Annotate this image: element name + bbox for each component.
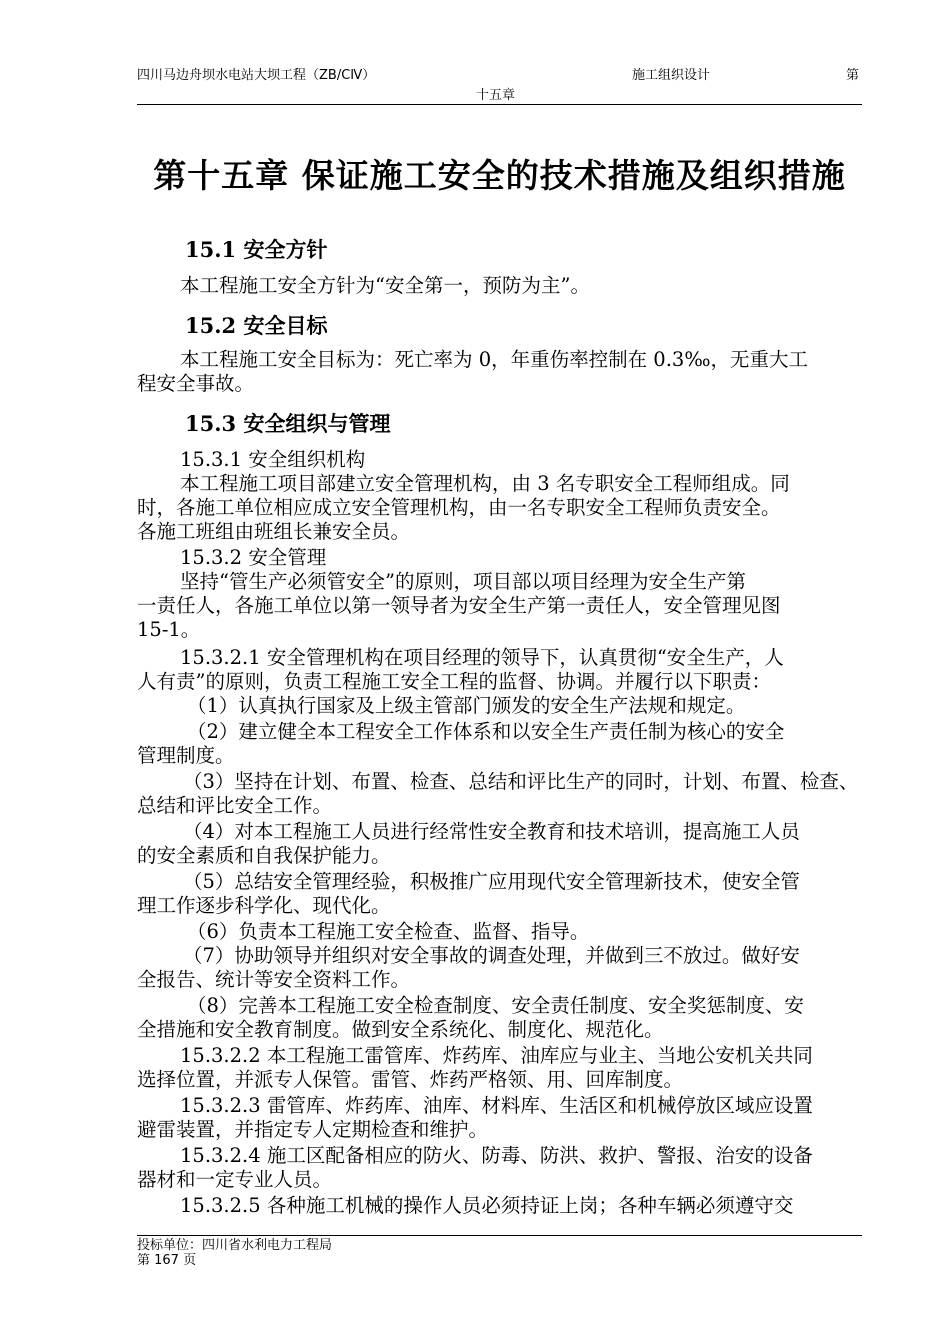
- body-line: 15.3.2 安全管理: [180, 546, 327, 569]
- body-line: （6）负责本工程施工安全检查、监督、指导。: [187, 920, 590, 943]
- body-line: 坚持“管生产必须管安全”的原则，项目部以项目经理为安全生产第: [180, 570, 746, 593]
- body-line: 15.3.2.4 施工区配备相应的防火、防毒、防洪、救护、警报、治安的设备: [180, 1144, 813, 1167]
- paragraph: 本工程施工安全目标为：死亡率为 0，年重伤率控制在 0.3‰，无重大工: [180, 348, 808, 371]
- chapter-title: 第十五章 保证施工安全的技术措施及组织措施: [153, 156, 846, 195]
- header-doc-type: 施工组织设计: [632, 68, 711, 83]
- body-line: 选择位置，并派专人保管。雷管、炸药严格领、用、回库制度。: [137, 1068, 684, 1091]
- header-chapter: 十五章: [476, 88, 516, 103]
- body-line: （4）对本工程施工人员进行经常性安全教育和技术培训，提高施工人员: [183, 820, 800, 843]
- body-line: 一责任人，各施工单位以第一领导者为安全生产第一责任人，安全管理见图: [137, 594, 781, 617]
- body-line: 15.3.2.2 本工程施工雷管库、炸药库、油库应与业主、当地公安机关共同: [180, 1044, 813, 1067]
- body-line: 器材和一定专业人员。: [137, 1168, 333, 1191]
- section-heading-15-3: 15.3 安全组织与管理: [185, 411, 391, 436]
- body-line: 15.3.2.3 雷管库、炸药库、油库、材料库、生活区和机械停放区域应设置: [180, 1094, 813, 1117]
- body-line: （7）协助领导并组织对安全事故的调查处理，并做到三不放过。做好安: [183, 944, 800, 967]
- body-line: 15.3.1 安全组织机构: [180, 448, 366, 471]
- body-line: 15.3.2.1 安全管理机构在项目经理的领导下，认真贯彻“安全生产，人: [180, 646, 784, 669]
- body-line: 理工作逐步科学化、现代化。: [137, 894, 391, 917]
- footer-rule: [137, 1235, 862, 1236]
- body-line: 的安全素质和自我保护能力。: [137, 844, 391, 867]
- body-line: 全报告、统计等安全资料工作。: [137, 968, 411, 991]
- paragraph: 本工程施工安全方针为“安全第一，预防为主”。: [180, 274, 590, 297]
- section-heading-15-2: 15.2 安全目标: [185, 313, 328, 338]
- body-line: （5）总结安全管理经验，积极推广应用现代安全管理新技术，使安全管: [183, 870, 800, 893]
- body-line: 各施工班组由班组长兼安全员。: [137, 520, 411, 543]
- body-line: （1）认真执行国家及上级主管部门颁发的安全生产法规和规定。: [187, 694, 746, 717]
- header-project-name: 四川马边舟坝水电站大坝工程（ZB/CⅣ）: [137, 68, 376, 83]
- header-rule: [137, 104, 862, 105]
- footer-page-number: 第 167 页: [137, 1253, 197, 1268]
- body-line: 15.3.2.5 各种施工机械的操作人员必须持证上岗；各种车辆必须遵守交: [180, 1194, 794, 1217]
- header-chapter-prefix: 第: [846, 68, 860, 83]
- body-line: 全措施和安全教育制度。做到安全系统化、制度化、规范化。: [137, 1018, 664, 1041]
- body-line: 避雷装置，并指定专人定期检查和维护。: [137, 1118, 489, 1141]
- body-line: 本工程施工项目部建立安全管理机构，由 3 名专职安全工程师组成。同: [180, 472, 790, 495]
- footer-bidder: 投标单位：四川省水利电力工程局: [137, 1238, 333, 1253]
- body-line: 人有责”的原则，负责工程施工安全工程的监督、协调。并履行以下职责：: [137, 670, 771, 693]
- section-heading-15-1: 15.1 安全方针: [185, 237, 328, 262]
- body-line: （3）坚持在计划、布置、检查、总结和评比生产的同时，计划、布置、检查、: [183, 770, 859, 793]
- paragraph: 程安全事故。: [137, 372, 255, 395]
- body-line: （8）完善本工程施工安全检查制度、安全责任制度、安全奖惩制度、安: [187, 994, 804, 1017]
- body-line: （2）建立健全本工程安全工作体系和以安全生产责任制为核心的安全: [187, 720, 785, 743]
- body-line: 管理制度。: [137, 744, 235, 767]
- body-line: 总结和评比安全工作。: [137, 794, 333, 817]
- body-line: 时，各施工单位相应成立安全管理机构，由一名专职安全工程师负责安全。: [137, 496, 781, 519]
- body-line: 15-1。: [137, 618, 201, 641]
